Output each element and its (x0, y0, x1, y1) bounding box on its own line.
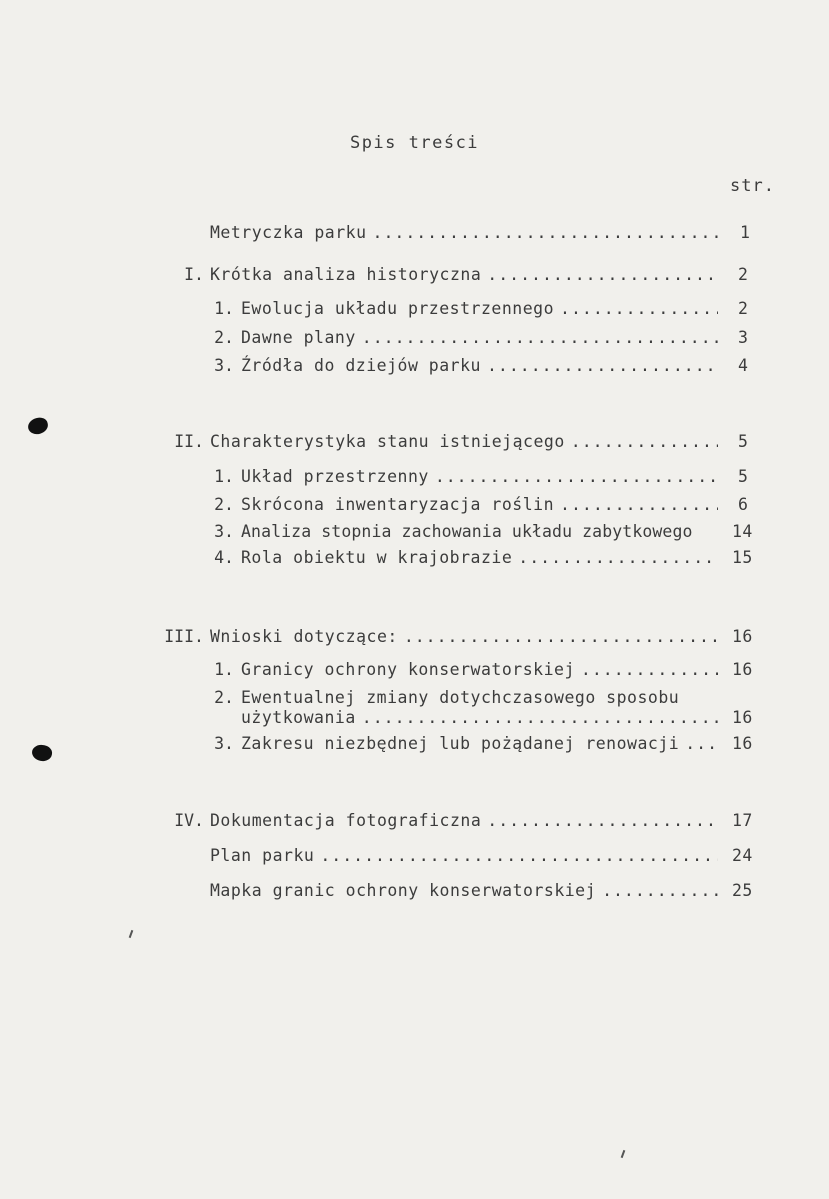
toc-subentry-label: Źródła do dziejów parku (241, 356, 481, 375)
toc-subentry (0, 298, 829, 320)
toc-section-label-wrap (210, 810, 718, 832)
toc-section (0, 810, 829, 832)
toc-section-label: Krótka analiza historyczna (210, 265, 482, 284)
toc-entry-label: Plan parku (210, 846, 315, 865)
leader-dots (373, 222, 718, 244)
leader-dots (487, 355, 718, 377)
toc-subentry-label-wrap (241, 466, 718, 488)
toc-subentry-label-wrap (241, 687, 718, 709)
toc-subentry (0, 659, 829, 681)
toc-subentry (0, 521, 829, 543)
toc-subentry-number: 3. (214, 356, 234, 375)
toc-subentry (0, 494, 829, 516)
toc-subentry-label-wrap (241, 298, 718, 320)
toc-subentry-label: Skrócona inwentaryzacja roślin (241, 495, 555, 514)
toc-section-page: 16 (732, 627, 753, 646)
toc-subentry-number: 1. (214, 467, 234, 486)
toc-subentry-label: Ewentualnej zmiany dotychczasowego sposobu (241, 688, 680, 707)
toc-subentry-label-wrap (241, 494, 718, 516)
leader-dots (518, 547, 718, 569)
toc-subentry-label: Rola obiektu w krajobrazie (241, 548, 513, 567)
toc-subentry-number: 2. (214, 328, 234, 347)
toc-subentry-number: 2. (214, 688, 234, 707)
paper-speck (621, 1150, 626, 1158)
toc-entry-label: Metryczka parku (210, 223, 367, 242)
toc-subentry-continuation (0, 707, 829, 729)
toc-subentry-page: 5 (738, 467, 749, 486)
toc-section (0, 626, 829, 648)
toc-section-number: III. (164, 627, 204, 646)
toc-section-number: I. (184, 265, 204, 284)
toc-entry-label-wrap (210, 222, 718, 244)
toc-subentry (0, 733, 829, 755)
toc-subentry (0, 327, 829, 349)
leader-dots (435, 466, 718, 488)
leader-dots (362, 707, 718, 729)
page-column-header: str. (730, 176, 775, 196)
toc-subentry-label-wrap (241, 547, 718, 569)
leader-dots (320, 845, 718, 867)
toc-subentry-page: 2 (738, 299, 749, 318)
toc-subentry-page: 4 (738, 356, 749, 375)
leader-dots (404, 626, 718, 648)
toc-entry-label-wrap (210, 880, 718, 902)
toc-subentry-page: 14 (732, 522, 753, 541)
toc-section-label: Dokumentacja fotograficzna (210, 811, 482, 830)
toc-subentry-label: Zakresu niezbędnej lub pożądanej renowacji (241, 734, 680, 753)
toc-subentry-label: Dawne plany (241, 328, 356, 347)
toc-section (0, 264, 829, 286)
toc-subentry-number: 3. (214, 522, 234, 541)
toc-subentry-label-wrap (241, 733, 718, 755)
leader-dots (571, 431, 718, 453)
toc-subentry-label-wrap (241, 707, 718, 729)
toc-subentry-label: użytkowania (241, 708, 356, 727)
leader-dots (487, 264, 718, 286)
leader-dots (685, 733, 718, 755)
toc-subentry-page: 16 (732, 734, 753, 753)
toc-subentry-label: Ewolucja układu przestrzennego (241, 299, 555, 318)
toc-subentry-page: 16 (732, 660, 753, 679)
toc-section-page: 2 (738, 265, 749, 284)
toc-entry-page: 24 (732, 846, 753, 865)
toc-entry-label: Mapka granic ochrony konserwatorskiej (210, 881, 597, 900)
toc-subentry-page: 16 (732, 708, 753, 727)
leader-dots (602, 880, 718, 902)
leader-dots (560, 494, 718, 516)
leader-dots (362, 327, 718, 349)
leader-dots (487, 810, 718, 832)
toc-section-label: Charakterystyka stanu istniejącego (210, 432, 565, 451)
toc-subentry-page: 3 (738, 328, 749, 347)
toc-section-number: IV. (174, 811, 204, 830)
toc-subentry-number: 2. (214, 495, 234, 514)
toc-subentry-label: Układ przestrzenny (241, 467, 429, 486)
toc-subentry-label-wrap (241, 327, 718, 349)
leader-dots (581, 659, 718, 681)
toc-section-page: 17 (732, 811, 753, 830)
toc-section-label: Wnioski dotyczące: (210, 627, 398, 646)
toc-section-label-wrap (210, 264, 718, 286)
toc-subentry-label: Granicy ochrony konserwatorskiej (241, 660, 575, 679)
toc-subentry-number: 1. (214, 299, 234, 318)
toc-section-number: II. (174, 432, 204, 451)
toc-entry-label-wrap (210, 845, 718, 867)
toc-entry-page: 25 (732, 881, 753, 900)
toc-subentry (0, 547, 829, 569)
leader-dots (560, 298, 718, 320)
toc-subentry-page: 15 (732, 548, 753, 567)
toc-subentry-number: 3. (214, 734, 234, 753)
toc-subentry (0, 355, 829, 377)
toc-entry (0, 845, 829, 867)
toc-subentry (0, 687, 829, 709)
toc-subentry-number: 4. (214, 548, 234, 567)
paper-speck (129, 930, 134, 938)
toc-section-page: 5 (738, 432, 749, 451)
toc-subentry-label-wrap (241, 355, 718, 377)
toc-entry (0, 222, 829, 244)
toc-subentry-page: 6 (738, 495, 749, 514)
page-title: Spis treści (349, 133, 480, 153)
toc-section-label-wrap (210, 431, 718, 453)
toc-entry-page: 1 (740, 223, 751, 242)
toc-subentry (0, 466, 829, 488)
toc-entry (0, 880, 829, 902)
toc-section (0, 431, 829, 453)
toc-subentry-number: 1. (214, 660, 234, 679)
toc-section-label-wrap (210, 626, 718, 648)
toc-subentry-label: Analiza stopnia zachowania układu zabytkowego (241, 522, 693, 541)
toc-subentry-label-wrap (241, 521, 721, 543)
toc-subentry-label-wrap (241, 659, 718, 681)
